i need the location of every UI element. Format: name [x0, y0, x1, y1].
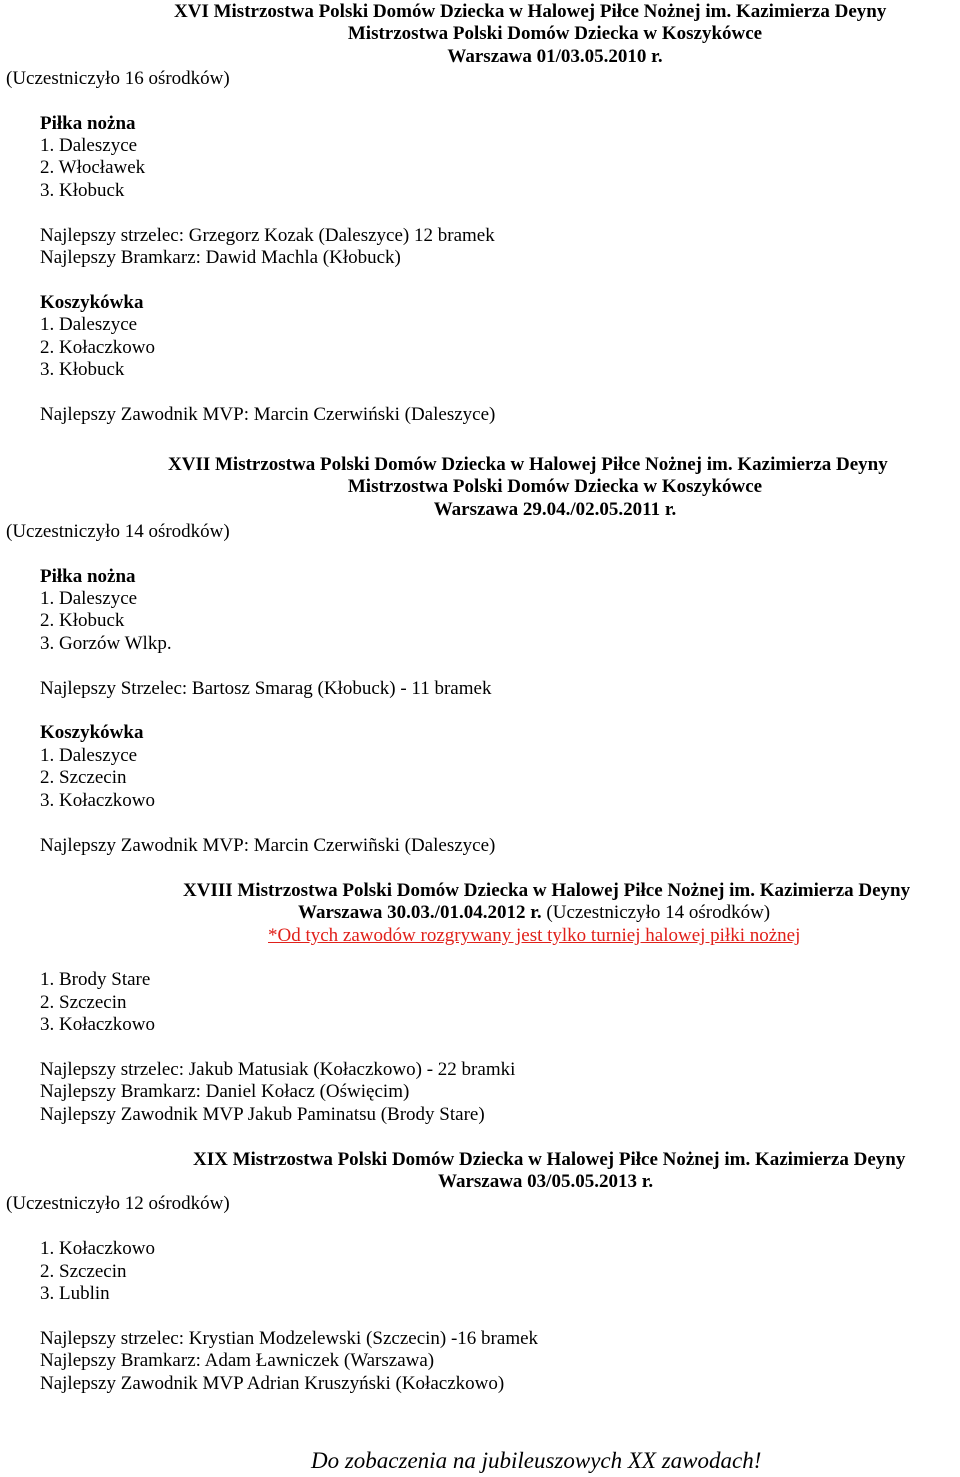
award-line: Najlepszy strzelec: Krystian Modzelewski (Szczecin) -16 bramek	[40, 1328, 539, 1349]
award-line: Najlepszy Zawodnik MVP Adrian Kruszyński (Kołaczkowo)	[40, 1373, 505, 1394]
list-item: 2. Kołaczkowo	[40, 337, 156, 358]
award-line: Najlepszy Bramkarz: Daniel Kołacz (Oświęcim)	[40, 1081, 410, 1102]
list-item: 2. Szczecin	[40, 767, 127, 788]
list-item: 3. Kołaczkowo	[40, 1014, 156, 1035]
list-item: 3. Kłobuck	[40, 180, 125, 201]
award-line: Najlepszy strzelec: Jakub Matusiak (Kołaczkowo) - 22 bramki	[40, 1059, 516, 1080]
award-line: Najlepszy Zawodnik MVP: Marcin Czerwiński (Daleszyce)	[40, 404, 496, 425]
section-title: XVII Mistrzostwa Polski Domów Dziecka w Halowej Piłce Nożnej im. Kazimierza Deyny	[168, 454, 888, 475]
section-subtitle: Mistrzostwa Polski Domów Dziecka w Koszykówce	[347, 23, 763, 44]
basketball-heading: Koszykówka	[40, 292, 144, 313]
section-title: XIX Mistrzostwa Polski Domów Dziecka w Halowej Piłce Nożnej im. Kazimierza Deyny	[193, 1149, 906, 1170]
list-item: 2. Kłobuck	[40, 610, 125, 631]
list-item: 2. Szczecin	[40, 1261, 127, 1282]
list-item: 3. Gorzów Wlkp.	[40, 633, 172, 654]
section-title: XVIII Mistrzostwa Polski Domów Dziecka w Halowej Piłce Nożnej im. Kazimierza Deyny	[183, 880, 911, 901]
tournament-note: *Od tych zawodów rozgrywany jest tylko turniej halowej piłki nożnej	[268, 925, 801, 946]
participants-count: (Uczestniczyło 16 ośrodków)	[6, 68, 230, 89]
list-item: 1. Brody Stare	[40, 969, 151, 990]
award-line: Najlepszy strzelec: Grzegorz Kozak (Daleszyce) 12 bramek	[40, 225, 495, 246]
section-subtitle: Mistrzostwa Polski Domów Dziecka w Koszykówce	[347, 476, 763, 497]
football-heading: Piłka nożna	[40, 566, 136, 587]
closing-message: Do zobaczenia na jubileuszowych XX zawodach!	[311, 1448, 762, 1473]
participants-count: (Uczestniczyło 14 ośrodków)	[6, 521, 230, 542]
section-date: Warszawa 29.04./02.05.2011 r.	[433, 499, 677, 520]
section-date: Warszawa 01/03.05.2010 r.	[447, 46, 663, 67]
list-item: 3. Kołaczkowo	[40, 790, 156, 811]
list-item: 1. Daleszyce	[40, 314, 138, 335]
basketball-heading: Koszykówka	[40, 722, 144, 743]
list-item: 3. Kłobuck	[40, 359, 125, 380]
list-item: 1. Kołaczkowo	[40, 1238, 156, 1259]
award-line: Najlepszy Strzelec: Bartosz Smarag (Kłobuck) - 11 bramek	[40, 678, 492, 699]
award-line: Najlepszy Bramkarz: Dawid Machla (Kłobuck)	[40, 247, 401, 268]
participants-count: (Uczestniczyło 14 ośrodków)	[546, 902, 771, 923]
list-item: 2. Włocławek	[40, 157, 146, 178]
football-heading: Piłka nożna	[40, 113, 136, 134]
award-line: Najlepszy Zawodnik MVP Jakub Paminatsu (Brody Stare)	[40, 1104, 485, 1125]
section-date: Warszawa 30.03./01.04.2012 r.	[298, 902, 542, 923]
section-date-line	[298, 902, 770, 924]
section-title: XVI Mistrzostwa Polski Domów Dziecka w Halowej Piłce Nożnej im. Kazimierza Deyny	[174, 1, 887, 22]
list-item: 1. Daleszyce	[40, 135, 138, 156]
section-date: Warszawa 03/05.05.2013 r.	[438, 1171, 654, 1192]
list-item: 1. Daleszyce	[40, 745, 138, 766]
list-item: 3. Lublin	[40, 1283, 110, 1304]
award-line: Najlepszy Bramkarz: Adam Ławniczek (Warszawa)	[40, 1350, 435, 1371]
list-item: 2. Szczecin	[40, 992, 127, 1013]
list-item: 1. Daleszyce	[40, 588, 138, 609]
participants-count: (Uczestniczyło 12 ośrodków)	[6, 1193, 230, 1214]
award-line: Najlepszy Zawodnik MVP: Marcin Czerwiñski (Daleszyce)	[40, 835, 496, 856]
